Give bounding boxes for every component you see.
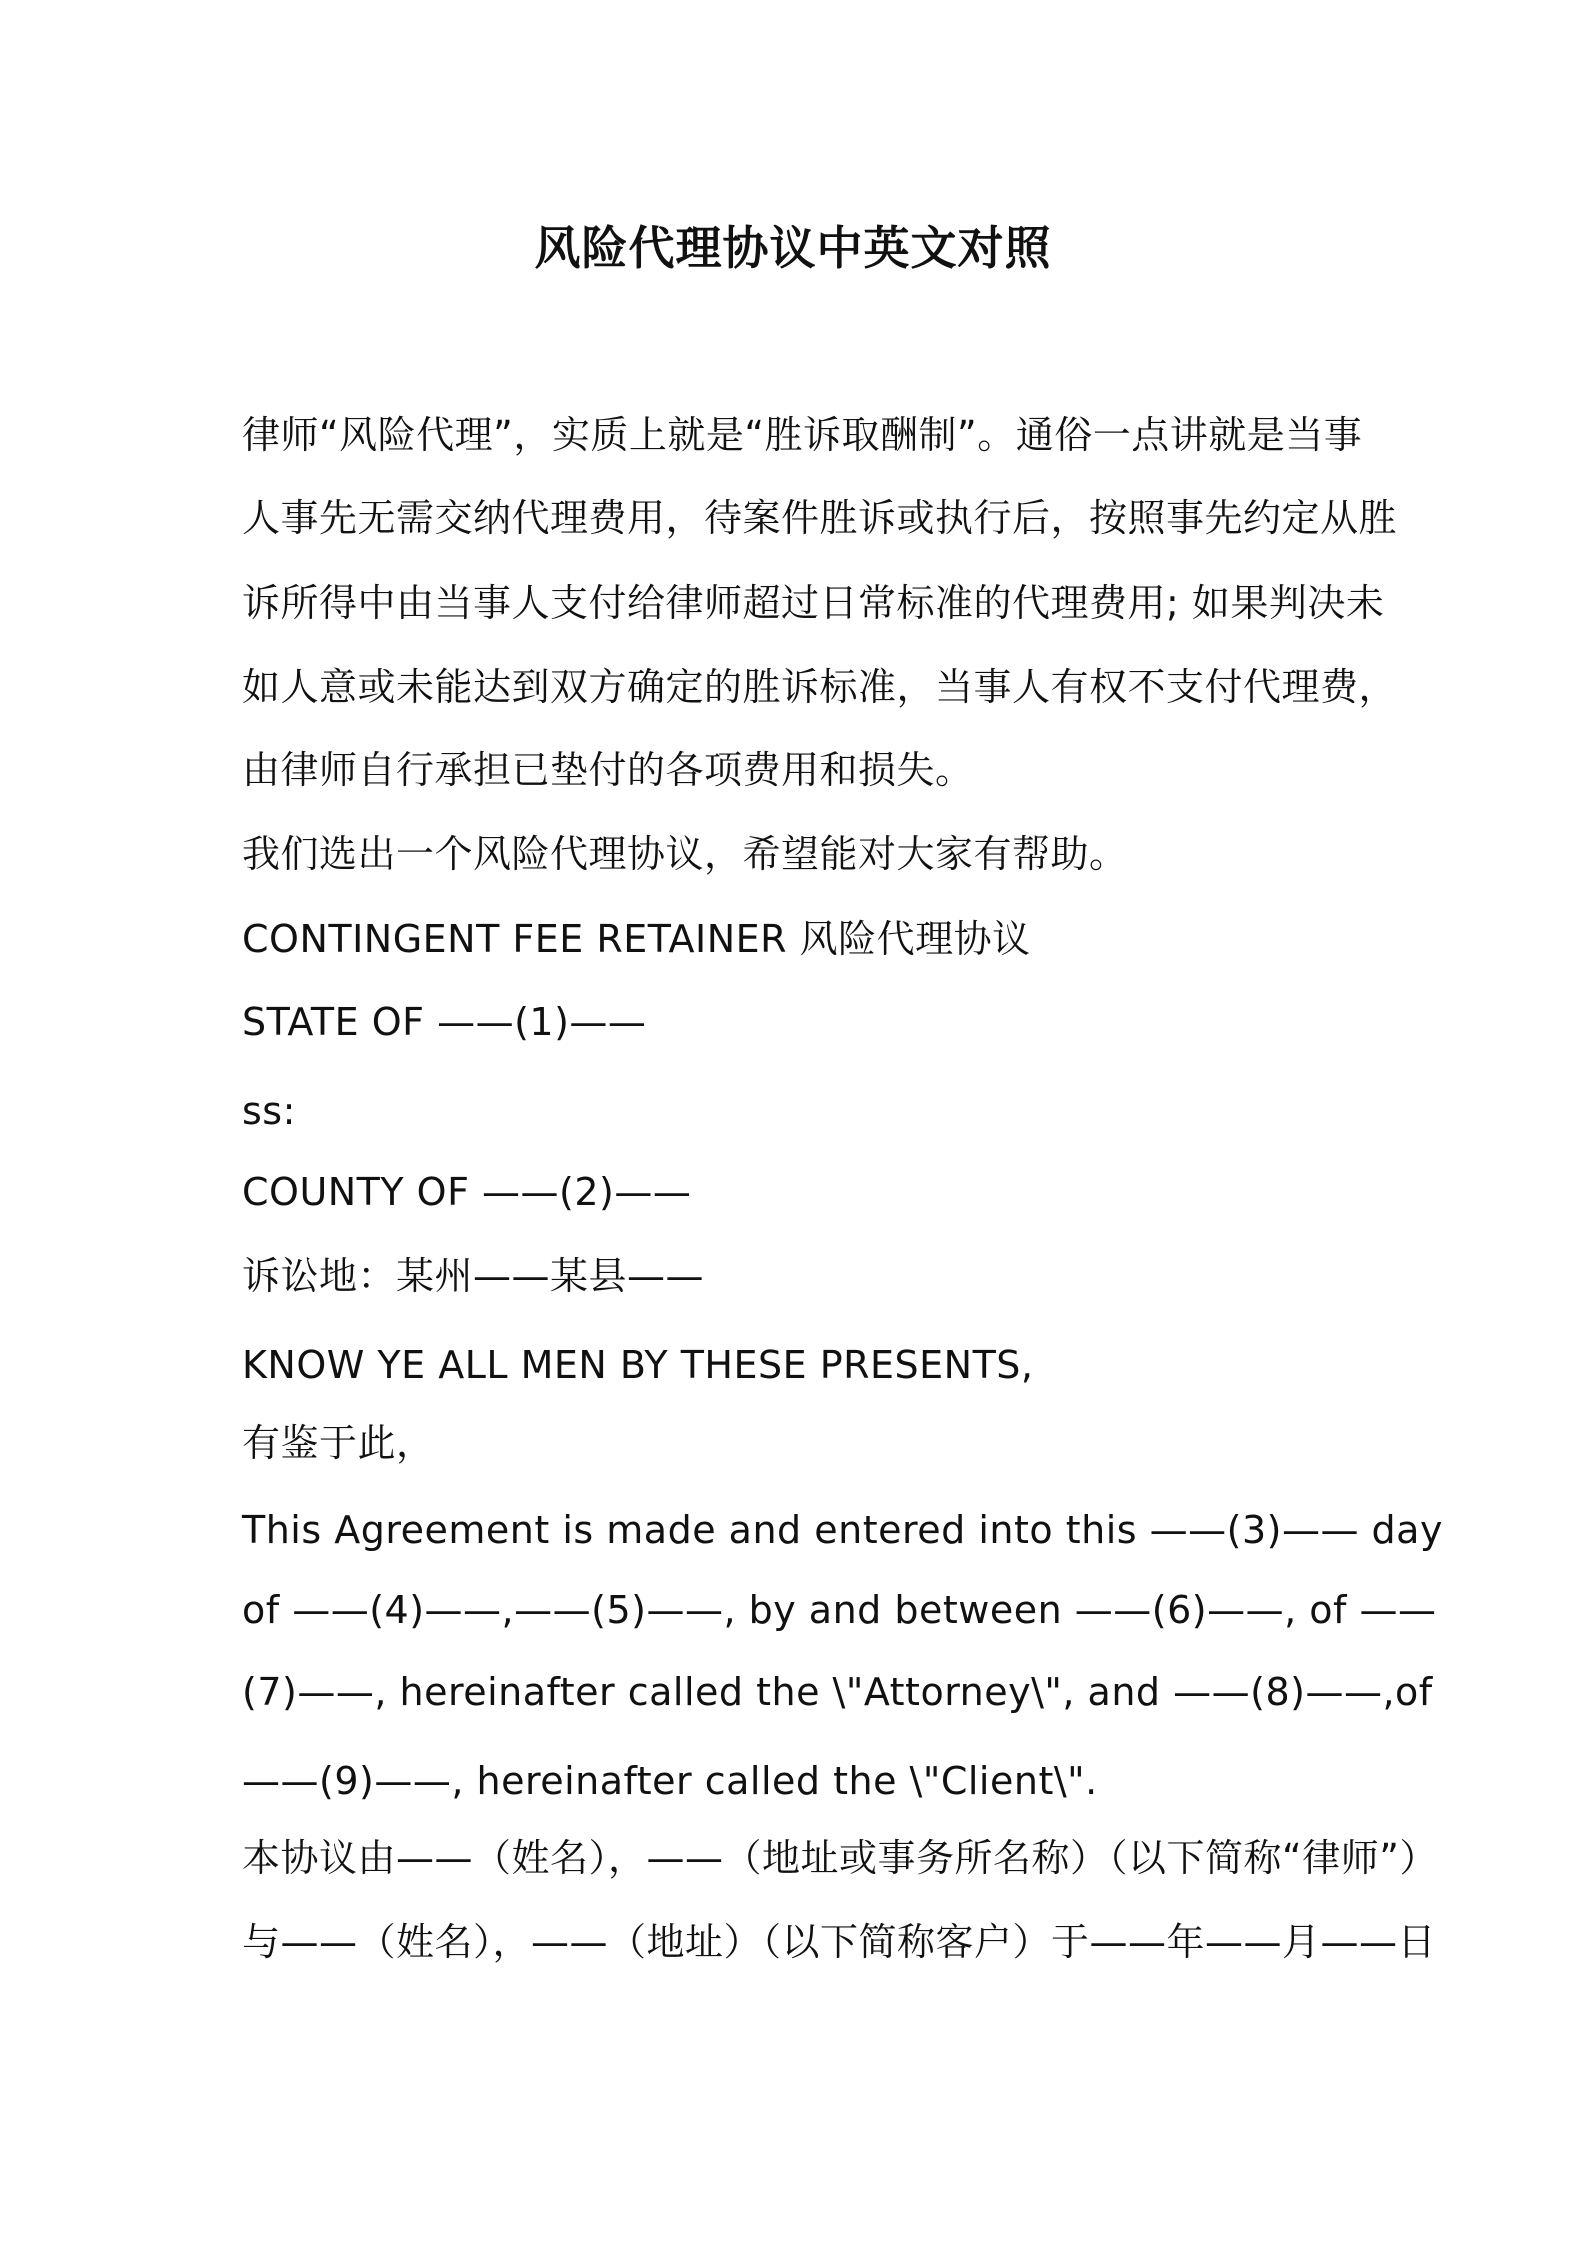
paragraph-line: 本协议由——（姓名），——（地址或事务所名称）（以下简称“律师”）: [242, 1836, 1438, 1880]
document-title: 风险代理协议中英文对照: [534, 221, 1052, 275]
paragraph-line: 诉所得中由当事人支付给律师超过日常标准的代理费用; 如果判决未: [242, 581, 1385, 625]
ss-line: ss:: [242, 1089, 296, 1133]
paragraph-line: 我们选出一个风险代理协议，希望能对大家有帮助。: [242, 832, 1128, 876]
paragraph-line: KNOW YE ALL MEN BY THESE PRESENTS,: [242, 1343, 1034, 1387]
paragraph-line: 与——（姓名），——（地址）（以下简称客户）于——年——月——日: [242, 1920, 1437, 1964]
paragraph-line: 律师“风险代理”，实质上就是“胜诉取酬制”。通俗一点讲就是当事: [242, 413, 1363, 457]
paragraph-line: 人事先无需交纳代理费用，待案件胜诉或执行后，按照事先约定从胜: [242, 496, 1398, 540]
county-line: COUNTY OF ——(2)——: [242, 1170, 692, 1214]
paragraph-line: ——(9)——, hereinafter called the \"Client\".: [242, 1759, 1098, 1803]
paragraph-line: of ——(4)——,——(5)——, by and between ——(6)——, of ——: [242, 1588, 1437, 1632]
paragraph-line: 由律师自行承担已垫付的各项费用和损失。: [242, 748, 974, 792]
venue-line: 诉讼地：某州——某县——: [242, 1254, 705, 1298]
paragraph-line: 有鉴于此，: [242, 1421, 435, 1465]
paragraph-line: 如人意或未能达到双方确定的胜诉标准，当事人有权不支付代理费，: [242, 665, 1398, 709]
heading-line: CONTINGENT FEE RETAINER 风险代理协议: [242, 917, 1031, 961]
paragraph-line: (7)——, hereinafter called the \"Attorney\", and ——(8)——,of: [242, 1670, 1433, 1714]
paragraph-line: This Agreement is made and entered into this ——(3)—— day: [242, 1508, 1443, 1552]
state-line: STATE OF ——(1)——: [242, 1000, 647, 1044]
